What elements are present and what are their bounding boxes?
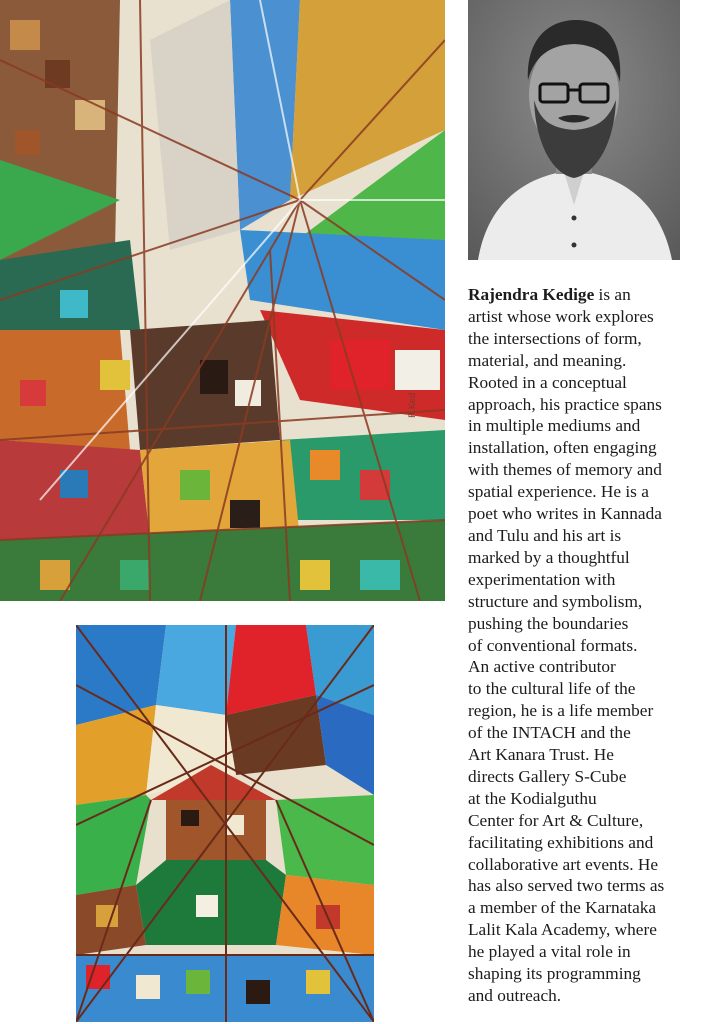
abstract-painting-large xyxy=(0,0,445,601)
bio-line: the intersections of form, xyxy=(468,328,642,348)
bio-line: in multiple mediums and xyxy=(468,416,641,436)
bio-line: Art Kanara Trust. He xyxy=(468,745,614,765)
bio-line: has also served two terms as xyxy=(468,876,665,896)
bio-line: at the Kodialguthu xyxy=(468,788,597,808)
bio-line: material, and meaning. xyxy=(468,350,627,370)
bio-line: and Tulu and his art is xyxy=(468,525,622,545)
bio-line: collaborative art events. He xyxy=(468,854,659,874)
bio-line: Rajendra Kedige is an xyxy=(468,285,631,304)
abstract-painting-small xyxy=(76,625,374,1022)
bio-line: Center for Art & Culture, xyxy=(468,810,644,830)
bio-line: he played a vital role in xyxy=(468,942,631,962)
bio-line: of conventional formats. xyxy=(468,635,638,655)
bio-line: to the cultural life of the xyxy=(468,679,636,699)
bio-line: Lalit Kala Academy, where xyxy=(468,920,657,940)
bio-line: pushing the boundaries xyxy=(468,613,629,633)
bio-line: with themes of memory and xyxy=(468,460,662,480)
bio-line: a member of the Karnataka xyxy=(468,898,657,918)
bio-line: approach, his practice spans xyxy=(468,394,662,414)
bio-line: installation, often engaging xyxy=(468,438,657,458)
artist-bio xyxy=(468,284,708,1007)
bio-line: region, he is a life member xyxy=(468,701,654,721)
bio-line: marked by a thoughtful xyxy=(468,547,630,567)
bio-line: experimentation with xyxy=(468,569,616,589)
painting-signature: R.Ked xyxy=(408,392,418,418)
bio-line: facilitating exhibitions and xyxy=(468,832,654,852)
bio-line: structure and symbolism, xyxy=(468,591,643,611)
bio-line: and outreach. xyxy=(468,986,562,1005)
bio-line: poet who writes in Kannada xyxy=(468,504,662,524)
bio-line: Rooted in a conceptual xyxy=(468,372,627,392)
bio-line: An active contributor xyxy=(468,657,616,677)
artist-name: Rajendra Kedige xyxy=(468,285,595,304)
bio-line: directs Gallery S-Cube xyxy=(468,766,627,786)
bio-line: shaping its programming xyxy=(468,964,641,984)
bio-line: of the INTACH and the xyxy=(468,723,631,743)
bio-line: artist whose work explores xyxy=(468,306,654,326)
artist-portrait-photo xyxy=(468,0,680,260)
bio-line: spatial experience. He is a xyxy=(468,482,649,502)
